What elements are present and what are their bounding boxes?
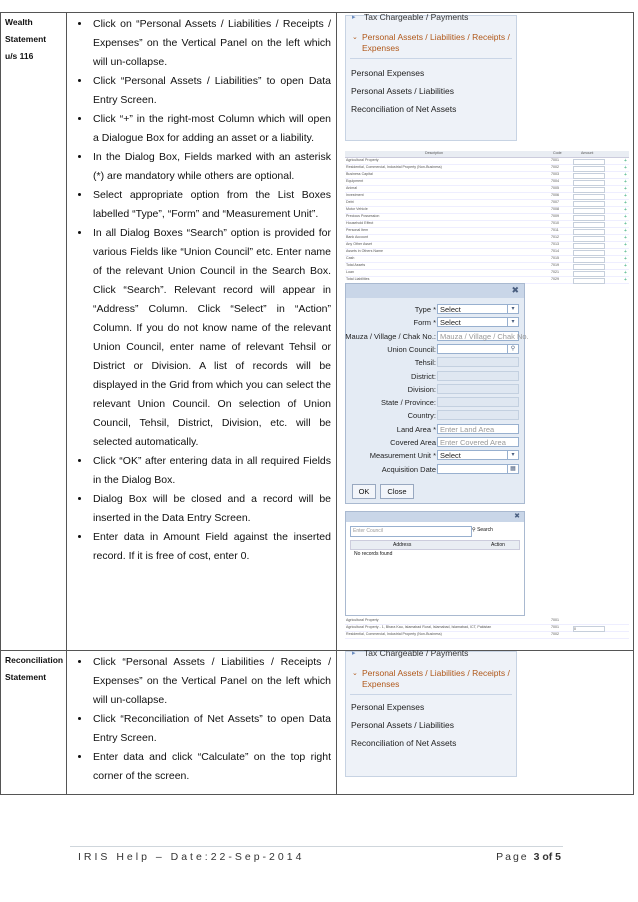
reconciliation-row [1,651,634,795]
field-label: Land Area * [396,424,436,434]
empty-text: No records found [354,551,393,557]
add-icon[interactable]: + [624,256,627,262]
search-dialog-titlebar [346,512,524,522]
section-label-cell [1,651,67,795]
add-icon[interactable]: + [624,277,627,283]
section-label [1,651,66,687]
step-item: • Click on “Personal Assets / Liabilities / Receipts / Expenses” on the Vertical Panel on the left which will un-collapse. [91,15,331,72]
step-item: • Click “Reconciliation of Net Assets” to open Data Entry Screen. [91,710,331,748]
asset-description: Residential, Commercial, Industrial Property (Non-Business) [346,165,442,169]
dialog-field-row [346,397,522,409]
dialog-field-row [346,464,522,476]
field-label: Type * [414,305,436,314]
nav-item-personal-assets-liabilities[interactable]: Personal Assets / Liabilities [351,86,454,96]
nav-item-reconciliation[interactable]: Reconciliation of Net Assets [351,104,457,114]
field-input[interactable]: Select ▾ [437,304,519,314]
field-label: Tehsil: [414,358,436,368]
field-input [437,357,519,367]
asset-description: Animal [346,186,357,190]
grid-header [345,151,629,158]
add-icon[interactable]: + [624,207,627,213]
asset-code: 7003 [551,172,559,176]
field-label: Acquisition Date [381,464,436,474]
footer-rule [70,846,563,847]
asset-description: Assets in Others Name [346,249,383,253]
calendar-icon[interactable]: ▦ [507,465,518,473]
asset-code: 7009 [551,214,559,218]
section-label-cell [1,13,67,651]
asset-code: 7021 [551,270,559,274]
nav-selected-group[interactable]: ⌄ Personal Assets / Liabilities / Receipts / Expenses [352,32,510,53]
asset-row [345,270,629,277]
asset-description: Agricultural Property [346,158,379,162]
add-icon[interactable]: + [624,270,627,276]
dialog-field-row [346,424,522,436]
asset-row [345,158,629,165]
add-icon[interactable]: + [624,158,627,164]
add-icon[interactable]: + [624,221,627,227]
dialog-field-row [346,410,522,422]
field-label: Covered Area [390,438,436,447]
inserted-row [345,625,629,632]
field-label: Division: [407,384,436,394]
row-description: Agricultural Property [346,618,379,622]
asset-row [345,242,629,249]
search-input[interactable]: Enter Council [350,526,472,537]
assets-grid [345,151,629,283]
steps-cell [67,651,337,795]
asset-row [345,186,629,193]
asset-description: Motor Vehicle [346,207,368,211]
dialog-field-row [346,437,522,449]
field-input[interactable]: Mauza / Village / Chak No. [437,331,519,341]
step-item: • Click “Personal Assets / Liabilities” to open Data Entry Screen. [91,72,331,110]
asset-code: 7014 [551,249,559,253]
asset-description: Investment [346,193,364,197]
asset-code: 7019 [551,263,559,267]
row-code: 7001 [551,625,559,629]
dialog-field-row [346,384,522,396]
label-line: Wealth [5,17,33,27]
section-label [1,13,66,66]
field-label: Union Council: [387,344,436,354]
asset-code: 7011 [551,228,559,232]
asset-code: 7006 [551,193,559,197]
row-description: Agricultural Property - 1, Bhara Kau, Islamabad Rural, Islamabad, Islamabad, ICT, Pakistan [346,625,492,629]
dropdown-arrow-icon[interactable]: ▾ [507,451,518,459]
field-label: State / Province: [380,398,436,408]
step-item: • Click “Personal Assets / Liabilities / Receipts / Expenses” on the Vertical Panel on the left which will un-collapse. [91,653,331,710]
asset-code: 7007 [551,200,559,204]
asset-description: Total Liabilities [346,277,370,281]
asset-row [345,228,629,235]
search-grid-header [350,540,520,550]
field-label: Country: [407,411,436,421]
dialog-field-row [346,304,522,316]
add-icon[interactable]: + [624,172,627,178]
asset-row [345,249,629,256]
row-description: Residential, Commercial, Industrial Property (Non-Business) [346,632,442,636]
field-input[interactable] [437,344,519,354]
asset-row [345,263,629,270]
asset-description: Bank Account [346,235,368,239]
nav-item-personal-assets-liabilities[interactable]: Personal Assets / Liabilities [351,720,454,730]
asset-code: 7015 [551,256,559,260]
step-item: • Select appropriate option from the List Boxes labelled “Type”, “Form” and “Measurement Unit”. [91,186,331,224]
add-icon[interactable]: + [624,186,627,192]
label-line: u/s 116 [5,51,34,61]
ok-button[interactable]: OK [352,484,376,499]
dialog-field-row [346,344,522,356]
asset-code: 7004 [551,179,559,183]
asset-row [345,214,629,221]
col-amount: Amount [581,151,594,155]
steps-list [67,13,336,566]
add-icon[interactable]: + [624,193,627,199]
close-icon[interactable]: ✖ [511,285,519,295]
inserted-row [345,632,629,639]
asset-code: 7008 [551,207,559,211]
asset-description: Household Effect [346,221,374,225]
screenshots-cell [337,648,634,795]
vertical-nav-panel [345,648,517,777]
asset-description: Debt [346,200,354,204]
wealth-statement-row [1,13,634,651]
col-description: Description [425,151,443,155]
step-item: • In the Dialog Box, Fields marked with an asterisk (*) are mandatory while others are optional. [91,148,331,186]
add-icon[interactable]: + [624,235,627,241]
nav-item-personal-expenses[interactable]: Personal Expenses [351,68,425,78]
field-input [437,384,519,394]
asset-code: 7013 [551,242,559,246]
asset-row [345,256,629,263]
col-address: Address [393,542,412,548]
dropdown-arrow-icon[interactable]: ▾ [507,305,518,313]
close-icon[interactable]: ✖ [514,513,520,520]
dropdown-arrow-icon[interactable]: ▾ [507,318,518,326]
asset-row [345,193,629,200]
amount-input[interactable]: 0 [573,626,605,632]
col-action: Action [491,542,505,548]
dialog-titlebar [346,284,524,298]
close-button[interactable]: Close [380,484,414,499]
add-icon[interactable]: + [624,263,627,269]
nav-top-item[interactable]: ▸ Tax Chargeable / Payments [352,12,469,22]
search-icon[interactable]: ⚲ [507,345,518,353]
field-label: Measurement Unit * [369,451,436,461]
dialog-field-row [346,450,522,462]
asset-code: 7012 [551,235,559,239]
step-item: • Enter data in Amount Field against the inserted record. If it is free of cost, enter 0. [91,528,331,566]
nav-item-reconciliation[interactable]: Reconciliation of Net Assets [351,738,457,748]
asset-row [345,165,629,172]
nav-top-item[interactable]: ▸ Tax Chargeable / Payments [352,648,469,658]
row-code: 7002 [551,632,559,636]
steps-cell [67,13,337,651]
field-input [437,371,519,381]
dialog-field-row [345,331,529,343]
label-line: Statement [5,672,47,682]
collapse-chevron-icon: ⌄ [352,34,358,41]
label-line: Statement [5,34,47,44]
asset-code: 7005 [551,186,559,190]
amount-input[interactable] [573,278,605,284]
nav-divider [350,694,512,695]
add-icon[interactable]: + [624,200,627,206]
expand-arrow-icon: ▸ [352,14,356,21]
field-input [437,397,519,407]
add-icon[interactable]: + [624,214,627,220]
add-icon[interactable]: + [624,228,627,234]
search-icon: ⚲ [472,527,476,533]
asset-description: Cash [346,256,355,260]
asset-row [345,200,629,207]
field-label: Mauza / Village / Chak No.: [345,331,436,341]
screenshots-cell [337,13,634,651]
steps-list [67,651,336,786]
asset-code: 7002 [551,165,559,169]
footer-title: IRIS Help – Date:22-Sep-2014 [78,851,305,863]
field-input[interactable]: Enter Land Area [437,424,519,434]
nav-divider [350,58,512,59]
field-input[interactable]: Select ▾ [437,317,519,327]
asset-code: 7001 [551,158,559,162]
asset-row [345,179,629,186]
collapse-chevron-icon: ⌄ [352,670,358,677]
inserted-row [345,618,629,625]
nav-selected-group[interactable]: ⌄ Personal Assets / Liabilities / Receipts / Expenses [352,668,510,689]
expand-arrow-icon: ▸ [352,650,356,657]
field-label: District: [411,371,436,381]
asset-description: Equipment [346,179,364,183]
label-line: Reconciliation [5,655,64,665]
dialog-field-row [346,357,522,369]
step-item: • Click “OK” after entering data in all required Fields in the Dialog Box. [91,452,331,490]
field-input [437,410,519,420]
step-item: • Click “+” in the right-most Column which will open a Dialogue Box for adding an asset or a liability. [91,110,331,148]
asset-row [345,207,629,214]
add-icon[interactable]: + [624,242,627,248]
add-asset-dialog [345,283,529,504]
col-code: Code [553,151,562,155]
asset-code: 7010 [551,221,559,225]
inserted-record-grid [345,618,629,636]
page-number: Page 3 of 5 [496,851,561,863]
union-council-search-dialog [345,511,525,616]
asset-description: Personal Item [346,228,369,232]
field-input[interactable]: Enter Covered Area [437,437,519,447]
asset-description: Business Capital [346,172,373,176]
asset-description: Any Other Asset [346,242,372,246]
step-item: • Dialog Box will be closed and a record will be inserted in the Data Entry Screen. [91,490,331,528]
add-icon[interactable]: + [624,165,627,171]
add-icon[interactable]: + [624,249,627,255]
field-label: Form * [413,318,436,328]
asset-row [345,235,629,242]
step-item: • In all Dialog Boxes “Search” option is provided for various Fields like “Union Council” etc. Enter name of the relevant Union Council in the Search Box. Click “Search”. Relevant record will appear in “Address” Column. Click “Select” in “Action” Column. If you do not know name of the relevant Union Council, enter name of relevant Tehsil or District or Division. A list of records will be displayed in the Grid from which you can select the relevant Union Council. On selection of Union Council, Tehsil, District, Division, etc. will be selected automatically. [91,224,331,452]
asset-row [345,172,629,179]
asset-row [345,221,629,228]
asset-description: Loan [346,270,354,274]
add-icon[interactable]: + [624,179,627,185]
page-footer [78,851,561,863]
field-input[interactable] [437,464,519,474]
asset-description: Precious Possession [346,214,380,218]
asset-description: Total Assets [346,263,366,267]
asset-code: 7029 [551,277,559,281]
help-table [0,12,634,795]
dialog-field-row [346,317,522,329]
dialog-field-row [346,371,522,383]
nav-item-personal-expenses[interactable]: Personal Expenses [351,702,425,712]
vertical-nav-panel [345,12,517,141]
row-code: 7001 [551,618,559,622]
field-input[interactable]: Select ▾ [437,450,519,460]
search-button[interactable]: ⚲ Search [472,527,493,533]
step-item: • Enter data and click “Calculate” on the top right corner of the screen. [91,748,331,786]
